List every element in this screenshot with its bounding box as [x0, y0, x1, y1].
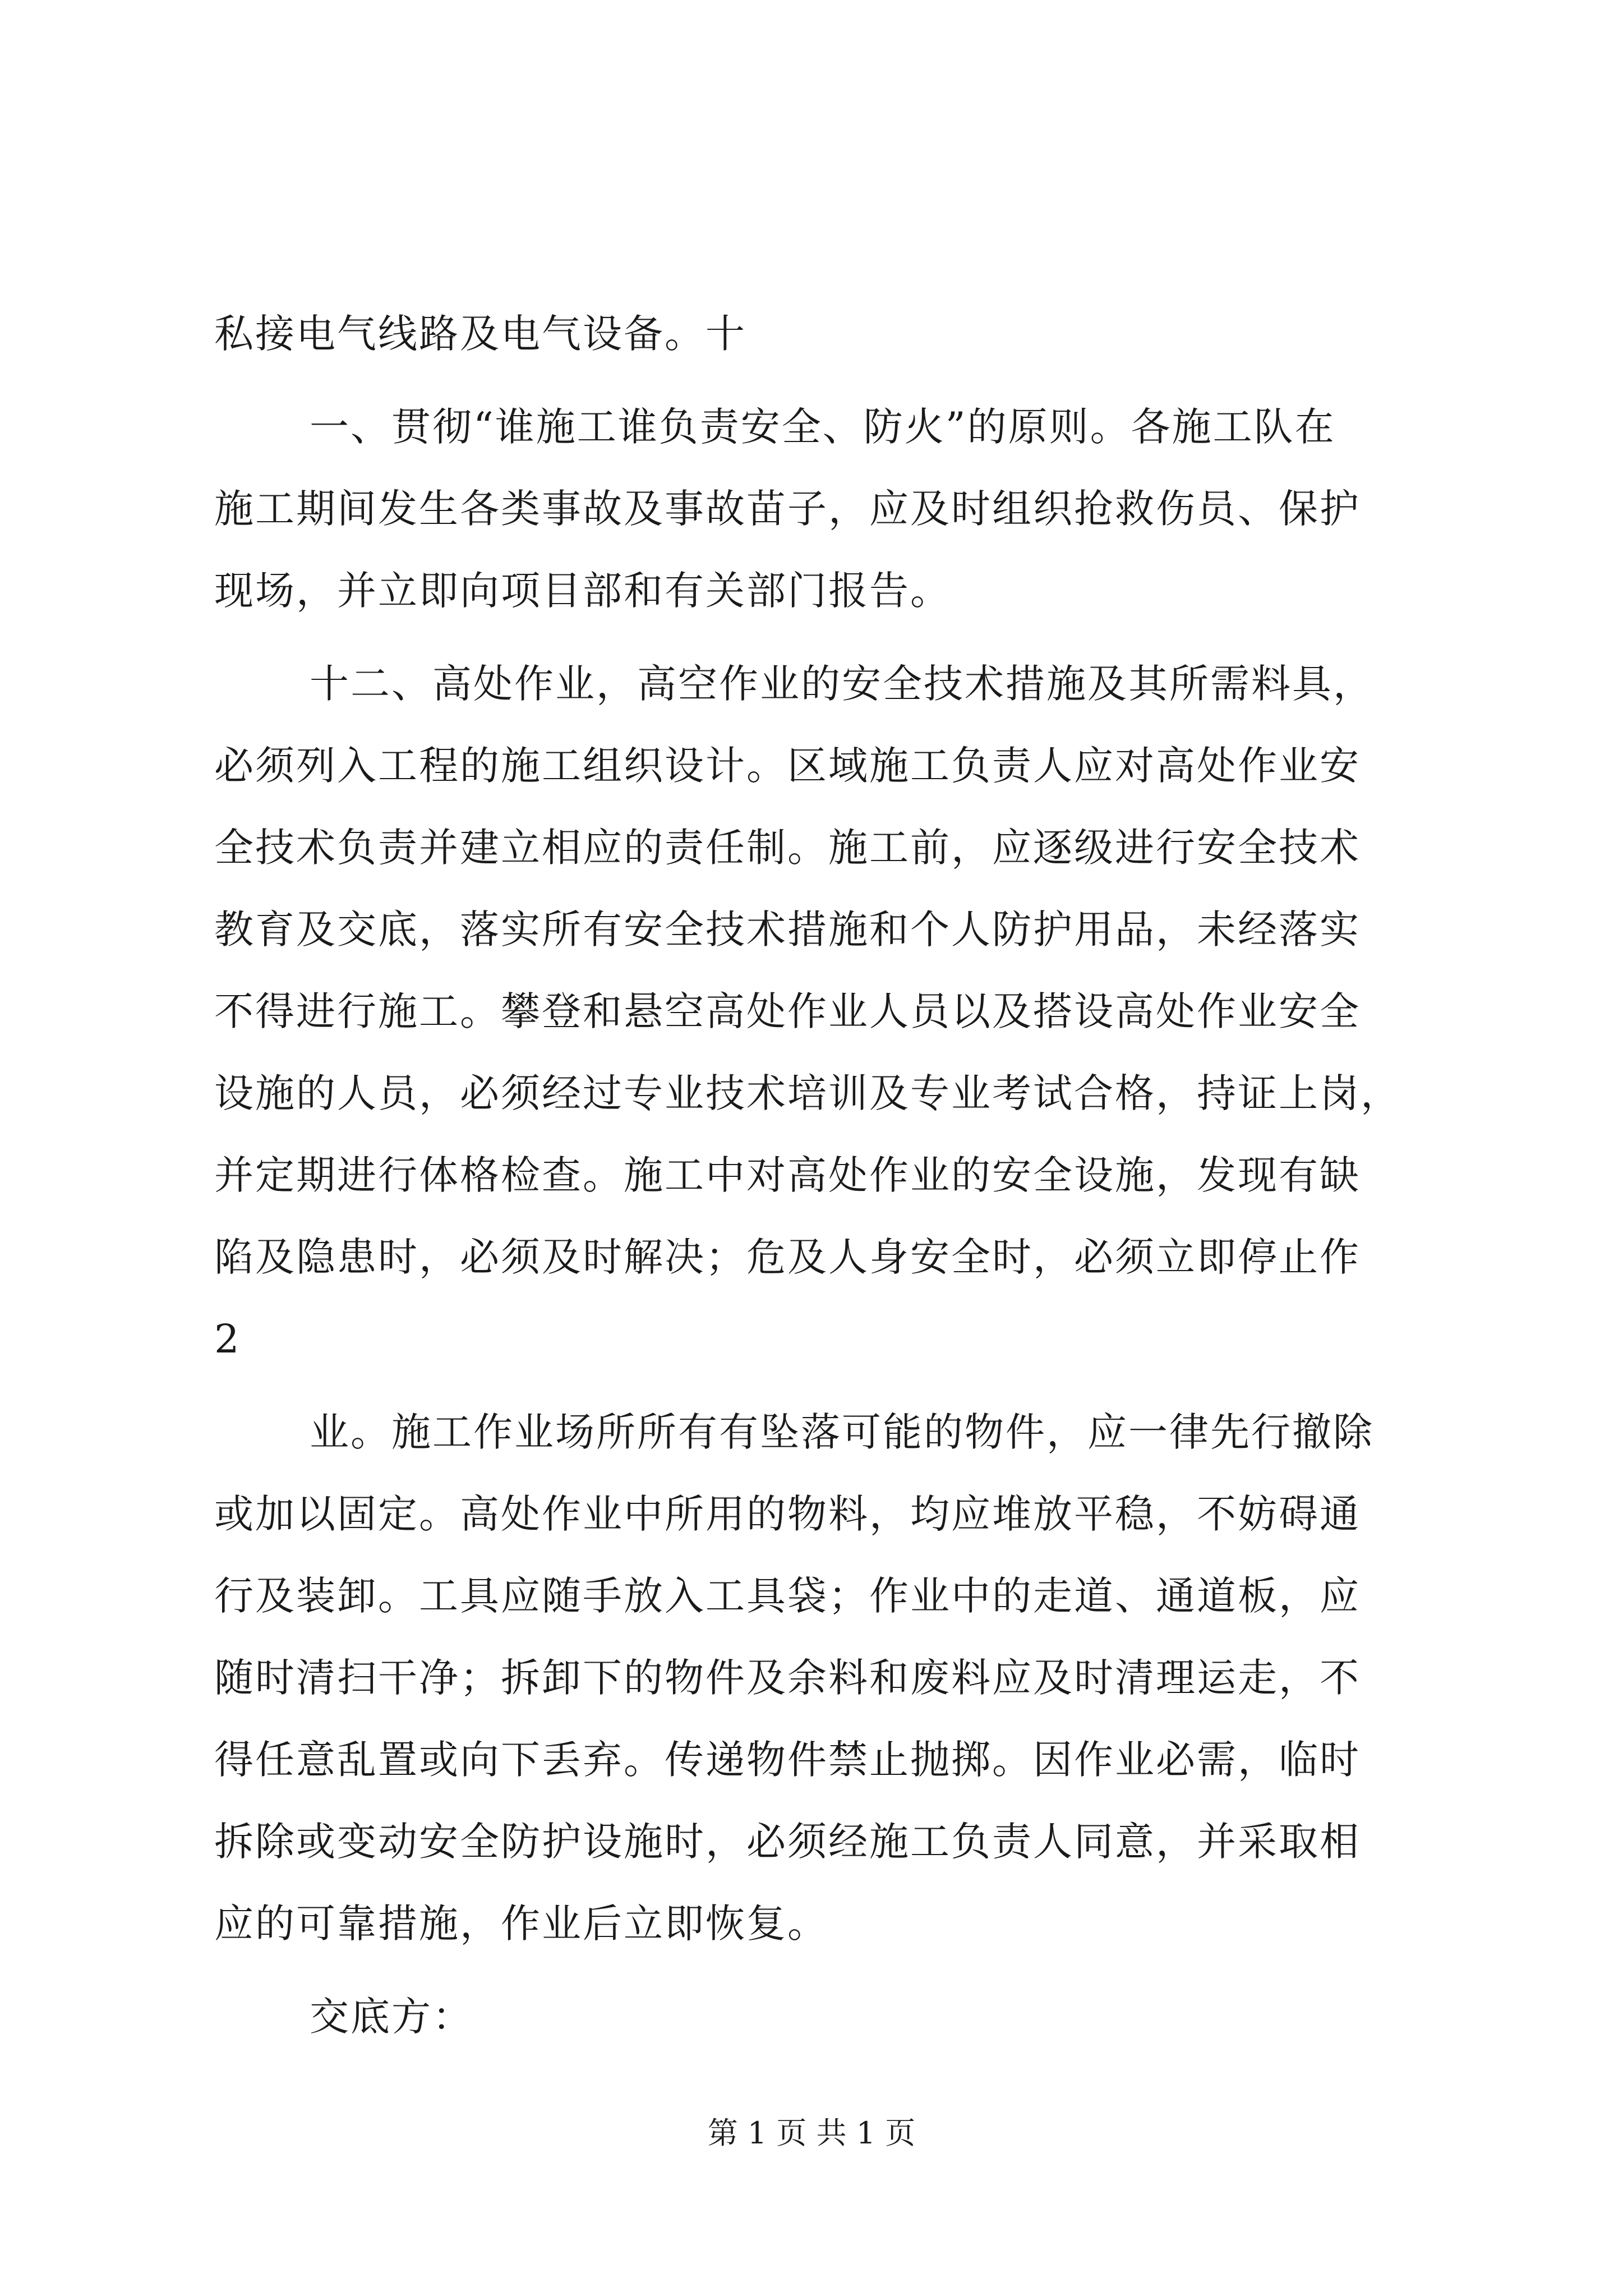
text-line: 必须列入工程的施工组织设计。区域施工负责人应对高处作业安 [214, 743, 1361, 789]
text-line: 现场，并立即向项目部和有关部门报告。 [214, 568, 951, 614]
text-line: 私接电气线路及电气设备。十 [214, 311, 746, 357]
inline-page-marker: 2 [214, 1316, 241, 1362]
page-footer: 第 1 页 共 1 页 [707, 2115, 916, 2151]
text-line: 得任意乱置或向下丢弃。传递物件禁止抛掷。因作业必需，临时 [214, 1737, 1361, 1783]
text-line: 全技术负责并建立相应的责任制。施工前，应逐级进行安全技术 [214, 825, 1361, 871]
text-line: 并定期进行体格检查。施工中对高处作业的安全设施，发现有缺 [214, 1152, 1361, 1198]
text-line: 拆除或变动安全防护设施时，必须经施工负责人同意，并采取相 [214, 1819, 1361, 1865]
text-line: 随时清扫干净；拆卸下的物件及余料和废料应及时清理运走，不 [214, 1655, 1361, 1701]
text-line: 教育及交底，落实所有安全技术措施和个人防护用品，未经落实 [214, 907, 1361, 953]
text-line: 或加以固定。高处作业中所用的物料，均应堆放平稳，不妨碍通 [214, 1491, 1361, 1537]
text-line: 应的可靠措施，作业后立即恢复。 [214, 1901, 828, 1947]
paragraph-line: 业。施工作业场所所有有坠落可能的物件，应一律先行撤除 [310, 1409, 1374, 1455]
text-line: 陷及隐患时，必须及时解决；危及人身安全时，必须立即停止作 [214, 1234, 1361, 1280]
text-line: 施工期间发生各类事故及事故苗子，应及时组织抢救伤员、保护 [214, 486, 1361, 532]
paragraph-line: 十二、高处作业，高空作业的安全技术措施及其所需料具， [310, 661, 1374, 707]
text-line: 行及装卸。工具应随手放入工具袋；作业中的走道、通道板，应 [214, 1573, 1361, 1619]
document-body [214, 293, 1426, 2058]
text-line: 设施的人员，必须经过专业技术培训及专业考试合格，持证上岗， [214, 1070, 1401, 1116]
signature-label: 交底方： [310, 1994, 473, 2040]
text-line: 不得进行施工。攀登和悬空高处作业人员以及搭设高处作业安全 [214, 988, 1361, 1034]
paragraph-line: 一、贯彻“谁施工谁负责安全、防火”的原则。各施工队在 [310, 404, 1336, 450]
